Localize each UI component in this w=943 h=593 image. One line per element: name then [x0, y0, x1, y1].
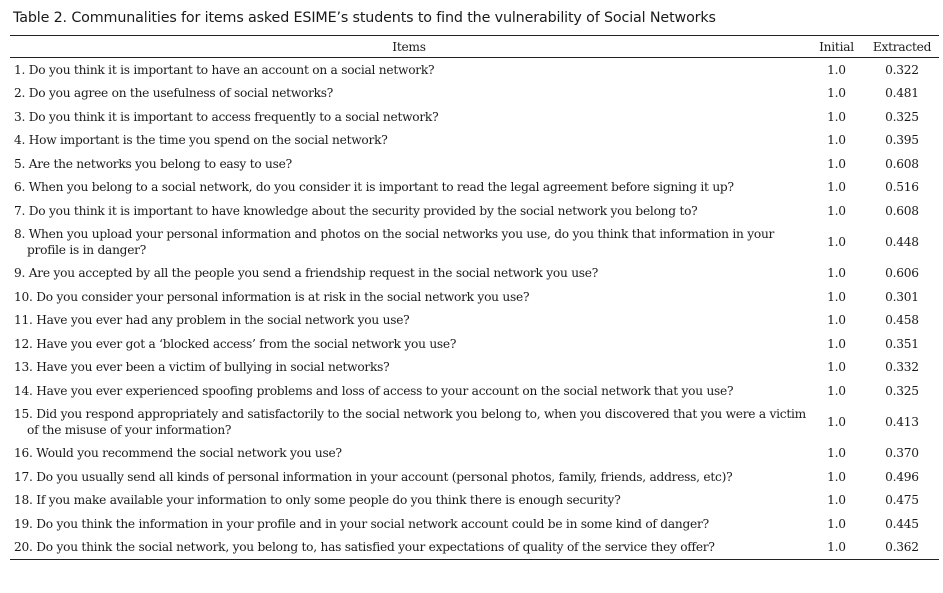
extracted-cell: 0.608: [885, 203, 919, 218]
extracted-cell: 0.351: [885, 336, 919, 351]
initial-cell: 1.0: [827, 109, 846, 124]
table-header: [10, 36, 939, 58]
extracted-cell: 0.413: [885, 415, 919, 429]
table-row: [10, 465, 939, 489]
item-cell: 3. Do you think it is important to access frequently to a social network?: [14, 109, 439, 124]
initial-cell: 1.0: [827, 86, 846, 101]
item-cell: 11. Have you ever had any problem in the social network you use?: [14, 313, 410, 328]
item-cell: 7. Do you think it is important to have knowledge about the security provided by the social network you belong to?: [14, 203, 698, 218]
initial-cell: 1.0: [827, 446, 846, 461]
extracted-cell: 0.395: [885, 133, 919, 148]
extracted-cell: 0.496: [885, 469, 919, 484]
extracted-cell: 0.448: [885, 235, 919, 249]
item-cell: 6. When you belong to a social network, do you consider it is important to read the legal agreement before signing it up?: [14, 180, 734, 195]
item-cell: 18. If you make available your information to only some people do you think there is enough security?: [14, 493, 621, 508]
initial-cell: 1.0: [827, 540, 846, 555]
initial-cell: 1.0: [827, 133, 846, 148]
extracted-cell: 0.458: [885, 313, 919, 328]
table-row: [10, 176, 939, 200]
initial-cell: 1.0: [827, 203, 846, 218]
extracted-cell: 0.322: [885, 62, 919, 77]
table-row: [10, 403, 939, 442]
extracted-cell: 0.445: [885, 516, 919, 531]
header-initial: Initial: [819, 39, 854, 54]
extracted-cell: 0.606: [885, 266, 919, 281]
table-row: [10, 199, 939, 223]
item-cell: 15. Did you respond appropriately and satisfactorily to the social network you belong to, when you discovered that you were a victim of the misuse of your information?: [14, 407, 806, 437]
table-row: [10, 442, 939, 466]
initial-cell: 1.0: [827, 180, 846, 195]
initial-cell: 1.0: [827, 383, 846, 398]
header-extracted: Extracted: [872, 39, 932, 54]
item-cell: 14. Have you ever experienced spoofing problems and loss of access to your account on the social network that you use?: [14, 383, 734, 398]
item-cell: 5. Are the networks you belong to easy to use?: [14, 156, 292, 171]
table-row: [10, 379, 939, 403]
extracted-cell: 0.475: [885, 493, 919, 508]
table-row: [10, 309, 939, 333]
communalities-table: [10, 35, 939, 560]
initial-cell: 1.0: [827, 336, 846, 351]
initial-cell: 1.0: [827, 156, 846, 171]
extracted-cell: 0.608: [885, 156, 919, 171]
initial-cell: 1.0: [827, 266, 846, 281]
item-cell: 4. How important is the time you spend on the social network?: [14, 133, 388, 148]
item-cell: 17. Do you usually send all kinds of personal information in your account (personal photos, family, friends, address, etc)?: [14, 469, 733, 484]
table-row: [10, 332, 939, 356]
initial-cell: 1.0: [827, 469, 846, 484]
initial-cell: 1.0: [827, 493, 846, 508]
extracted-cell: 0.362: [885, 540, 919, 555]
item-cell: 2. Do you agree on the usefulness of social networks?: [14, 86, 334, 101]
extracted-cell: 0.516: [885, 180, 919, 195]
extracted-cell: 0.301: [885, 289, 919, 304]
table-row: [10, 512, 939, 536]
table-row: [10, 223, 939, 262]
item-cell: 10. Do you consider your personal information is at risk in the social network you use?: [14, 289, 530, 304]
item-cell: 9. Are you accepted by all the people you send a friendship request in the social network you use?: [14, 266, 599, 281]
initial-cell: 1.0: [827, 289, 846, 304]
item-cell: 8. When you upload your personal information and photos on the social networks you use, do you think that information in your profile is in danger?: [14, 227, 775, 257]
table-row: [10, 82, 939, 106]
item-cell: 16. Would you recommend the social network you use?: [14, 446, 342, 461]
table-row: [10, 262, 939, 286]
item-cell: 20. Do you think the social network, you belong to, has satisfied your expectations of quality of the service they offer?: [14, 540, 715, 555]
table-row: [10, 129, 939, 153]
extracted-cell: 0.325: [885, 109, 919, 124]
initial-cell: 1.0: [827, 360, 846, 375]
initial-cell: 1.0: [827, 313, 846, 328]
header-items: Items: [392, 39, 426, 54]
extracted-cell: 0.370: [885, 446, 919, 461]
table-body: [10, 58, 939, 560]
item-cell: 13. Have you ever been a victim of bullying in social networks?: [14, 360, 390, 375]
table-row: [10, 152, 939, 176]
table-row: [10, 536, 939, 560]
item-cell: 1. Do you think it is important to have an account on a social network?: [14, 62, 435, 77]
item-cell: 12. Have you ever got a ‘blocked access’ from the social network you use?: [14, 336, 457, 351]
table-row: [10, 489, 939, 513]
header-row: [10, 36, 939, 58]
table-row: [10, 356, 939, 380]
table-row: [10, 285, 939, 309]
table-row: [10, 58, 939, 82]
initial-cell: 1.0: [827, 415, 846, 429]
initial-cell: 1.0: [827, 516, 846, 531]
initial-cell: 1.0: [827, 62, 846, 77]
initial-cell: 1.0: [827, 235, 846, 249]
table-caption: Table 2. Communalities for items asked ESIME’s students to find the vulnerability of Social Networks: [13, 10, 716, 26]
extracted-cell: 0.325: [885, 383, 919, 398]
table-row: [10, 105, 939, 129]
extracted-cell: 0.481: [885, 86, 919, 101]
item-cell: 19. Do you think the information in your profile and in your social network account could be in some kind of danger?: [14, 516, 709, 531]
extracted-cell: 0.332: [885, 360, 919, 375]
